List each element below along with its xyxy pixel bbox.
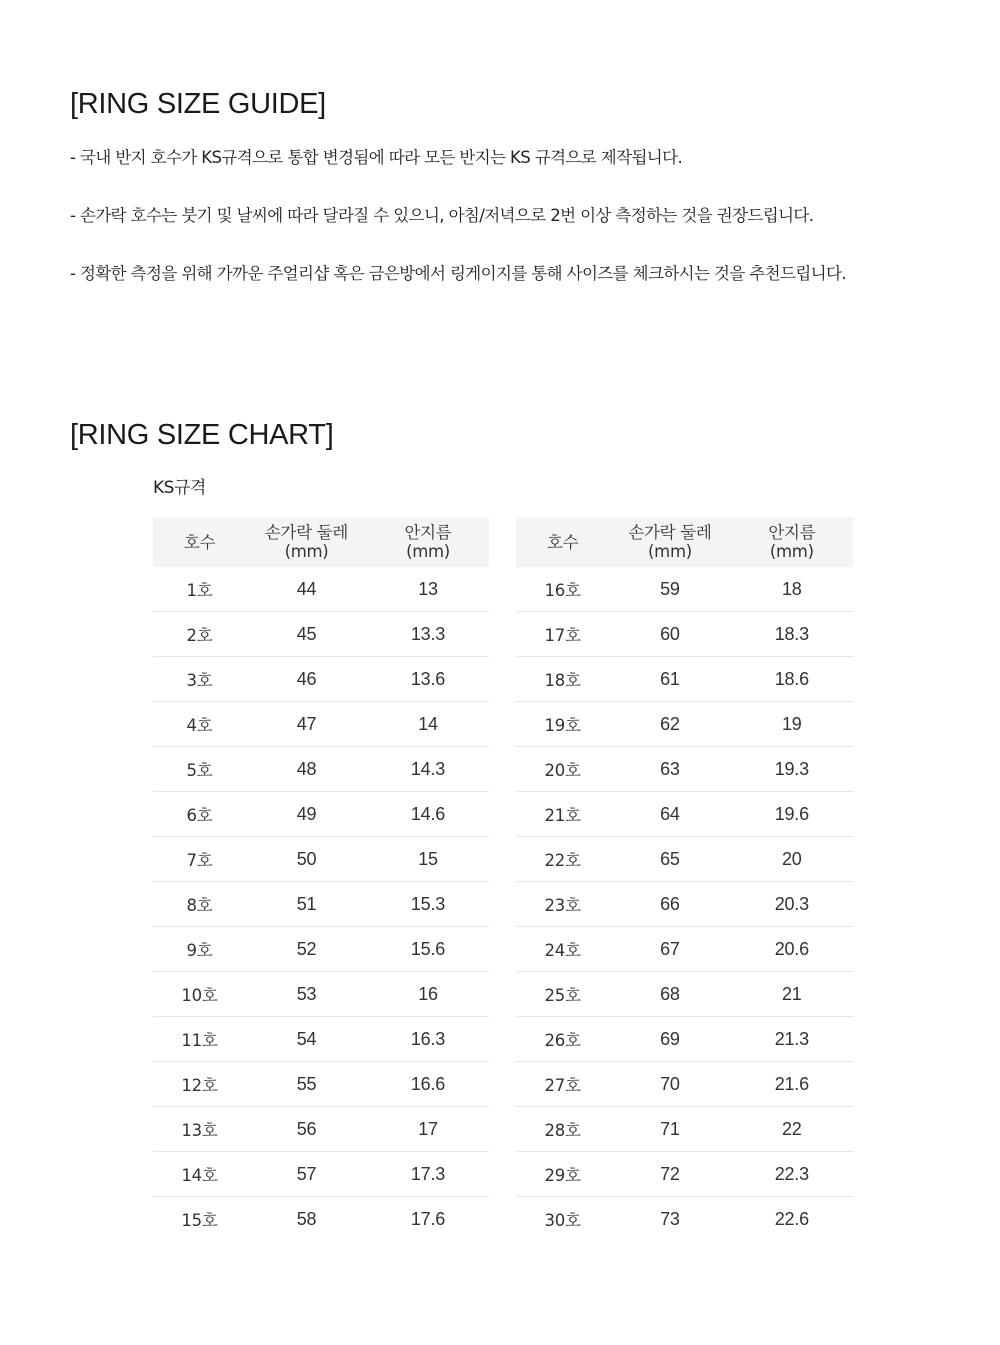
diameter-cell: 15.3: [367, 882, 489, 927]
diameter-cell: 20.6: [731, 927, 853, 972]
diameter-cell: 21.6: [731, 1062, 853, 1107]
size-cell: 29호: [516, 1152, 609, 1197]
diameter-cell: 16.3: [367, 1017, 489, 1062]
table-row: [516, 1197, 853, 1242]
table-row: [153, 657, 489, 702]
circumference-cell: 72: [609, 1152, 730, 1197]
diameter-cell: 18.6: [731, 657, 853, 702]
circumference-cell: 66: [609, 882, 730, 927]
diameter-cell: 17: [367, 1107, 489, 1152]
table-row: [153, 702, 489, 747]
diameter-cell: 13.6: [367, 657, 489, 702]
circumference-cell: 61: [609, 657, 730, 702]
size-cell: 8호: [153, 882, 246, 927]
size-cell: 24호: [516, 927, 609, 972]
diameter-cell: 19.3: [731, 747, 853, 792]
circumference-cell: 44: [246, 567, 367, 612]
header-size: 호수: [153, 517, 246, 567]
size-cell: 3호: [153, 657, 246, 702]
diameter-cell: 13.3: [367, 612, 489, 657]
circumference-cell: 65: [609, 837, 730, 882]
circumference-cell: 50: [246, 837, 367, 882]
size-table-body: [153, 567, 489, 1241]
size-table-right: [516, 517, 853, 1241]
table-row: [516, 702, 853, 747]
size-cell: 15호: [181, 1211, 218, 1230]
table-row: [153, 1152, 489, 1197]
circumference-cell: 70: [609, 1062, 730, 1107]
diameter-cell: 13: [367, 567, 489, 612]
circumference-cell: 67: [609, 927, 730, 972]
table-row: [516, 837, 853, 882]
ring-size-chart-title: [RING SIZE CHART]: [70, 419, 334, 451]
size-table-left: [153, 517, 489, 1241]
circumference-cell: 54: [246, 1017, 367, 1062]
table-row: [153, 1197, 489, 1242]
circumference-cell: 55: [246, 1062, 367, 1107]
size-cell: 11호: [153, 1017, 246, 1062]
size-cell: 9호: [153, 927, 246, 972]
ks-standard-label: KS규격: [153, 478, 206, 498]
size-cell: 21호: [516, 792, 609, 837]
table-row: [153, 747, 489, 792]
table-row: [516, 1152, 853, 1197]
size-cell: 4호: [153, 702, 246, 747]
size-table-header: [153, 517, 489, 567]
table-row: [153, 882, 489, 927]
circumference-cell: 51: [246, 882, 367, 927]
guide-note-ks-standard: - 국내 반지 호수가 KS규격으로 통합 변경됨에 따라 모든 반지는 KS 규격으로 제작됩니다.: [70, 148, 683, 167]
size-cell: 23호: [516, 882, 609, 927]
size-cell: 2호: [153, 612, 246, 657]
circumference-cell: 60: [609, 612, 730, 657]
diameter-cell: 15: [367, 837, 489, 882]
table-row: [153, 837, 489, 882]
guide-note-measure-twice: - 손가락 호수는 붓기 및 날씨에 따라 달라질 수 있으니, 아침/저녁으로 2번 이상 측정하는 것을 권장드립니다.: [70, 206, 814, 225]
diameter-cell: 17.3: [367, 1152, 489, 1197]
header-inner-diameter: 안지름 (mm): [731, 517, 853, 567]
size-cell: 18호: [516, 657, 609, 702]
table-row: [153, 612, 489, 657]
circumference-cell: 71: [609, 1107, 730, 1152]
header-size: 호수: [516, 517, 609, 567]
diameter-cell: 20.3: [731, 882, 853, 927]
circumference-cell: 68: [609, 972, 730, 1017]
size-cell: 22호: [516, 837, 609, 882]
diameter-cell: 14.3: [367, 747, 489, 792]
diameter-cell: 16.6: [367, 1062, 489, 1107]
size-cell: 6호: [153, 792, 246, 837]
circumference-cell: 47: [246, 702, 367, 747]
table-row: [516, 792, 853, 837]
circumference-cell: 59: [609, 567, 730, 612]
table-row: [516, 927, 853, 972]
table-row: [153, 1017, 489, 1062]
size-cell: 19호: [516, 702, 609, 747]
table-row: [516, 1107, 853, 1152]
table-row: [153, 1107, 489, 1152]
table-row: [516, 657, 853, 702]
size-cell: 1호: [153, 567, 246, 612]
diameter-cell: 22: [731, 1107, 853, 1152]
size-cell: 13호: [153, 1107, 246, 1152]
table-row: [516, 612, 853, 657]
size-cell: 26호: [516, 1017, 609, 1062]
header-circumference: 손가락 둘레 (mm): [609, 517, 730, 567]
table-row: [516, 1062, 853, 1107]
size-cell: 7호: [153, 837, 246, 882]
diameter-cell: 18.3: [731, 612, 853, 657]
diameter-cell: 19.6: [731, 792, 853, 837]
size-cell: 16호: [516, 567, 609, 612]
ring-size-guide-title: [RING SIZE GUIDE]: [70, 88, 326, 120]
circumference-cell: 69: [609, 1017, 730, 1062]
size-cell: 20호: [516, 747, 609, 792]
header-inner-diameter: 안지름 (mm): [367, 517, 489, 567]
circumference-cell: 56: [246, 1107, 367, 1152]
circumference-cell: 45: [246, 612, 367, 657]
size-cell: 28호: [516, 1107, 609, 1152]
size-table-body: [516, 567, 853, 1241]
table-row: [153, 927, 489, 972]
size-table-header: [516, 517, 853, 567]
table-row: [516, 567, 853, 612]
diameter-cell: 21.3: [731, 1017, 853, 1062]
diameter-cell: 18: [731, 567, 853, 612]
size-cell: 12호: [153, 1062, 246, 1107]
circumference-cell: 52: [246, 927, 367, 972]
diameter-cell: 14.6: [367, 792, 489, 837]
table-row: [153, 792, 489, 837]
circumference-cell: 58: [296, 1208, 317, 1229]
diameter-cell: 22.6: [774, 1208, 809, 1229]
circumference-cell: 48: [246, 747, 367, 792]
circumference-cell: 53: [246, 972, 367, 1017]
size-cell: 10호: [153, 972, 246, 1017]
size-cell: 25호: [516, 972, 609, 1017]
size-cell: 14호: [153, 1152, 246, 1197]
circumference-cell: 46: [246, 657, 367, 702]
diameter-cell: 21: [731, 972, 853, 1017]
diameter-cell: 16: [367, 972, 489, 1017]
diameter-cell: 17.6: [410, 1208, 446, 1229]
table-row: [516, 882, 853, 927]
header-circumference: 손가락 둘레 (mm): [246, 517, 367, 567]
size-cell: 27호: [516, 1062, 609, 1107]
circumference-cell: 49: [246, 792, 367, 837]
table-row: [516, 1017, 853, 1062]
size-cell: 30호: [544, 1211, 581, 1230]
guide-note-ring-gauge: - 정확한 측정을 위해 가까운 주얼리샵 혹은 금은방에서 링게이지를 통해 사이즈를 체크하시는 것을 추천드립니다.: [70, 264, 846, 283]
circumference-cell: 62: [609, 702, 730, 747]
diameter-cell: 19: [731, 702, 853, 747]
size-cell: 5호: [153, 747, 246, 792]
table-row: [153, 567, 489, 612]
table-row: [516, 972, 853, 1017]
diameter-cell: 22.3: [731, 1152, 853, 1197]
table-row: [153, 972, 489, 1017]
table-row: [516, 747, 853, 792]
diameter-cell: 14: [367, 702, 489, 747]
diameter-cell: 20: [731, 837, 853, 882]
circumference-cell: 57: [246, 1152, 367, 1197]
table-row: [153, 1062, 489, 1107]
diameter-cell: 15.6: [367, 927, 489, 972]
circumference-cell: 63: [609, 747, 730, 792]
size-cell: 17호: [516, 612, 609, 657]
circumference-cell: 64: [609, 792, 730, 837]
circumference-cell: 73: [660, 1208, 680, 1229]
